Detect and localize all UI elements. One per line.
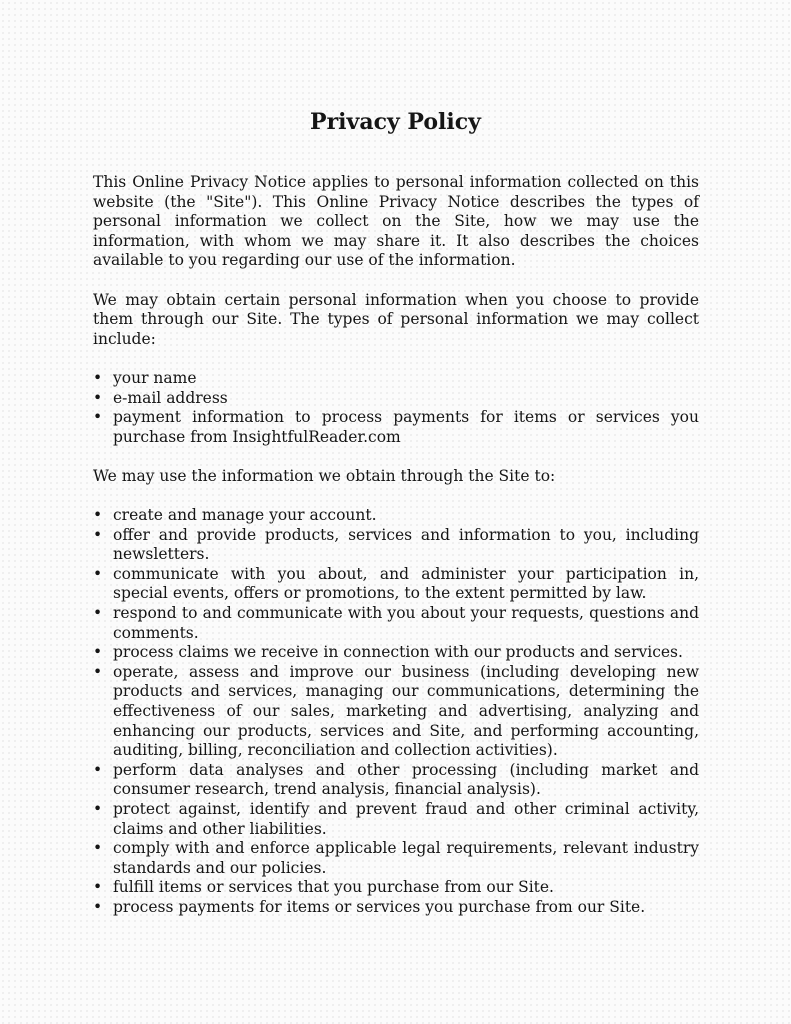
list-item [93,389,699,409]
list-item [93,839,699,878]
page-title: Privacy Policy [310,109,481,135]
list-item [93,565,699,604]
bullet-icon: • [93,760,103,779]
bullet-icon: • [93,408,103,427]
collect-paragraph: We may obtain certain personal information when you choose to provide them through our Site. The types of personal information we may collect include: [93,290,699,348]
bullet-icon: • [93,604,103,623]
list-item [93,604,699,643]
list-item [93,663,699,761]
list-item-text: operate, assess and improve our business (including developing new products and services, managing our communications, determining the effectiveness of our sales, marketing and advertising, analyzing and enhancing our products, services and Site, and performing accounting, auditing, billing, reconciliation and collection activities). [113,662,699,760]
list-item-text: your name [113,368,197,387]
list-item-text: respond to and communicate with you about your requests, questions and comments. [113,604,699,642]
bullet-icon: • [93,506,103,525]
list-item-text: comply with and enforce applicable legal requirements, relevant industry standards and our policies. [113,839,699,877]
list-item [93,800,699,839]
use-paragraph: We may use the information we obtain through the Site to: [93,466,556,485]
bullet-icon: • [93,800,103,818]
bullet-icon: • [93,878,103,897]
list-item [93,408,699,447]
list-item-text: process payments for items or services you purchase from our Site. [113,897,646,916]
list-item [93,761,699,800]
list-item-text: fulfill items or services that you purchase from our Site. [113,878,554,897]
bullet-icon: • [93,525,103,544]
bullet-icon: • [93,564,103,583]
list-item-text: process claims we receive in connection with our products and services. [113,643,683,662]
list-item [93,643,699,663]
list-item [93,369,699,389]
list-item-text: offer and provide products, services and information to you, including newsletters. [113,525,699,564]
list-item-text: payment information to process payments for items or services you purchase from InsightfulReader.com [113,408,699,446]
bullet-icon: • [93,643,103,662]
bullet-icon: • [93,839,103,858]
collect-list [93,369,699,447]
list-item [93,526,699,565]
list-item [93,506,699,526]
bullet-icon: • [93,662,103,681]
list-item-text: protect against, identify and prevent fraud and other criminal activity, claims and other liabilities. [113,800,699,838]
bullet-icon: • [93,388,103,407]
bullet-icon: • [93,897,103,916]
list-item-text: communicate with you about, and administer your participation in, special events, offers or promotions, to the extent permitted by law. [113,564,699,603]
list-item [93,898,699,918]
list-item [93,878,699,898]
list-item-text: create and manage your account. [113,506,377,525]
document-body [93,173,699,937]
use-list [93,506,699,917]
list-item-text: e-mail address [113,388,228,407]
list-item-text: perform data analyses and other processing (including market and consumer research, trend analysis, financial analysis). [113,760,699,799]
bullet-icon: • [93,368,103,387]
intro-paragraph: This Online Privacy Notice applies to personal information collected on this website (the "Site"). This Online Privacy Notice describes the types of personal information we collect on the Site, how we may use the information, with whom we may share it. It also describes the choices available to you regarding our use of the information. [93,173,699,270]
